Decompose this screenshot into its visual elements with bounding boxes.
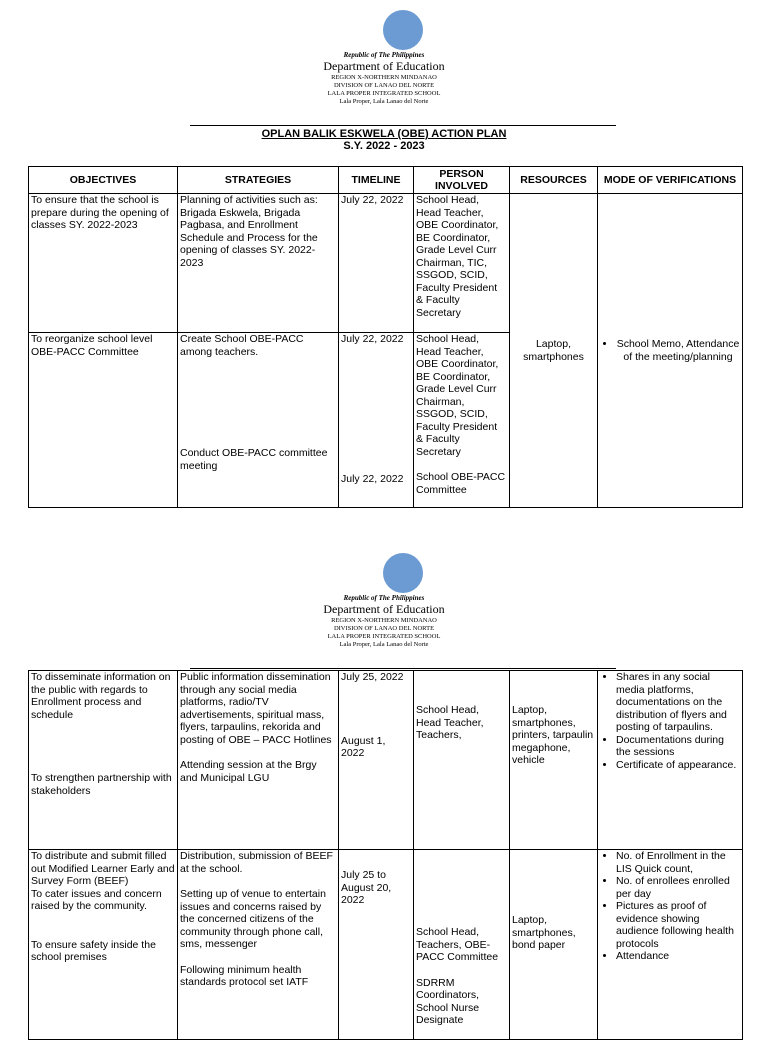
person-text: School Head, Head Teacher, OBE Coordinator, BE Coordinator, Grade Level Curr Chairman, SSGOD, SCID, Faculty President & Faculty Secretary <box>416 333 499 458</box>
verification-item: • School Memo, Attendance of the meeting/planning <box>616 338 740 363</box>
region-text: REGION X-NORTHERN MINDANAO <box>331 74 437 81</box>
strategy-text: Attending session at the Brgy and Municipal LGU <box>180 759 317 784</box>
address-text: Lala Proper, Lala Lanao del Norte <box>339 641 429 648</box>
header-objectives: OBJECTIVES <box>29 167 178 194</box>
strategy-text: Distribution, submission of BEEF at the school. <box>180 850 333 875</box>
timeline-text: July 25 to August 20, 2022 <box>341 869 392 906</box>
seal-logo-1 <box>383 10 423 50</box>
resources-cell <box>510 850 598 1040</box>
verification-item: • No. of Enrollment in the LIS Quick count, <box>616 850 740 875</box>
timeline-text: August 1, 2022 <box>341 734 386 759</box>
strategy-cell <box>178 333 339 508</box>
person-text: SDRRM Coordinators, School Nurse Designate <box>416 976 480 1026</box>
department-text: Department of Education <box>323 602 445 616</box>
objective-cell <box>29 850 178 1040</box>
table-row <box>29 194 743 333</box>
person-text: School OBE-PACC Committee <box>416 471 506 496</box>
verification-item: • Shares in any social media platforms, documentations on the distribution of flyers and posting of tarpaulins. <box>616 671 740 734</box>
verification-item: • Pictures as proof of evidence showing audience following health protocols <box>616 900 740 950</box>
division-text: DIVISION OF LANAO DEL NORTE <box>333 625 435 632</box>
header-strategies: STRATEGIES <box>178 167 339 194</box>
header-timeline: TIMELINE <box>339 167 414 194</box>
person-cell: School Head, Head Teacher, OBE Coordinator, BE Coordinator, Grade Level Curr Chairman, TIC, SSGOD, SCID, Faculty President & Faculty Secretary <box>414 194 510 333</box>
strategy-text: Public information dissemination through any social media platforms, radio/TV advertisements, spiritual mass, flyers, tarpaulins, rekorida and posting of OBE – PACC Hotlines <box>180 671 332 746</box>
republic-text: Republic of The Philippines <box>343 594 425 602</box>
person-cell <box>414 333 510 508</box>
page-title: OPLAN BALIK ESKWELA (OBE) ACTION PLAN <box>261 128 507 140</box>
header-verifications: MODE OF VERIFICATIONS <box>598 167 743 194</box>
address-text: Lala Proper, Lala Lanao del Norte <box>339 98 429 105</box>
timeline-text: July 22, 2022 <box>341 333 404 345</box>
letterhead-2 <box>0 594 768 649</box>
timeline-cell: July 22, 2022 <box>339 194 414 333</box>
objective-text: To cater issues and concern raised by the community. <box>31 887 162 912</box>
verification-item: • Documentations during the sessions <box>616 734 740 759</box>
strategy-cell: Planning of activities such as: Brigada Eskwela, Brigada Pagbasa, and Enrollment Schedule and Process for the opening of classes SY. 2022-2023 <box>178 194 339 333</box>
objective-text: To strengthen partnership with stakeholders <box>31 772 172 797</box>
objective-text: To distribute and submit filled out Modified Learner Early and Survey Form (BEEF) <box>31 850 175 887</box>
verification-item: • No. of enrollees enrolled per day <box>616 875 740 900</box>
verification-cell <box>598 194 743 508</box>
resources-text: Laptop, smartphones, bond paper <box>512 914 576 951</box>
seal-logo-2 <box>383 553 423 593</box>
timeline-cell <box>339 671 414 850</box>
letterhead-1 <box>0 51 768 106</box>
objective-cell: To reorganize school level OBE-PACC Committee <box>29 333 178 508</box>
school-text: LALA PROPER INTEGRATED SCHOOL <box>327 90 441 97</box>
region-text: REGION X-NORTHERN MINDANAO <box>331 617 437 624</box>
timeline-cell <box>339 850 414 1040</box>
objective-text: To disseminate information on the public with regards to Enrollment process and schedule <box>31 671 171 721</box>
table-row <box>29 850 743 1040</box>
objective-text: To ensure safety inside the school premises <box>31 938 156 963</box>
timeline-text: July 25, 2022 <box>341 671 404 683</box>
person-text: School Head, Head Teacher, Teachers, <box>416 704 484 741</box>
strategy-text: Conduct OBE-PACC committee meeting <box>180 447 328 472</box>
table-row <box>29 671 743 850</box>
timeline-text: July 22, 2022 <box>341 472 404 485</box>
header-rule-2 <box>190 668 616 669</box>
action-plan-table-2 <box>28 670 743 1040</box>
objective-cell: To ensure that the school is prepare during the opening of classes SY. 2022-2023 <box>29 194 178 333</box>
school-text: LALA PROPER INTEGRATED SCHOOL <box>327 633 441 640</box>
header-person: PERSON INVOLVED <box>414 167 510 194</box>
person-cell <box>414 671 510 850</box>
header-rule-1 <box>190 125 616 126</box>
strategy-cell <box>178 671 339 850</box>
verification-item: • Attendance <box>616 950 740 963</box>
resources-cell <box>510 671 598 850</box>
verification-item: • Certificate of appearance. <box>616 759 740 772</box>
strategy-cell <box>178 850 339 1040</box>
action-plan-table-1 <box>28 166 743 508</box>
timeline-cell <box>339 333 414 508</box>
objective-cell <box>29 671 178 850</box>
resources-text: Laptop, smartphones, printers, tarpaulin megaphone, vehicle <box>512 704 594 766</box>
resources-cell: Laptop, smartphones <box>510 194 598 508</box>
person-text: School Head, Teachers, OBE-PACC Committee <box>416 926 499 963</box>
republic-text: Republic of The Philippines <box>343 51 425 59</box>
person-cell <box>414 850 510 1040</box>
header-resources: RESOURCES <box>510 167 598 194</box>
verification-cell <box>598 850 743 1040</box>
strategy-text: Setting up of venue to entertain issues and concerns raised by the concerned citizens of the community through phone call, sms, messenger <box>180 888 326 950</box>
verification-cell <box>598 671 743 850</box>
department-text: Department of Education <box>323 59 445 73</box>
strategy-text: Create School OBE-PACC among teachers. <box>180 333 304 358</box>
division-text: DIVISION OF LANAO DEL NORTE <box>333 82 435 89</box>
school-year: S.Y. 2022 - 2023 <box>343 140 425 152</box>
strategy-text: Following minimum health standards protocol set IATF <box>180 963 309 988</box>
